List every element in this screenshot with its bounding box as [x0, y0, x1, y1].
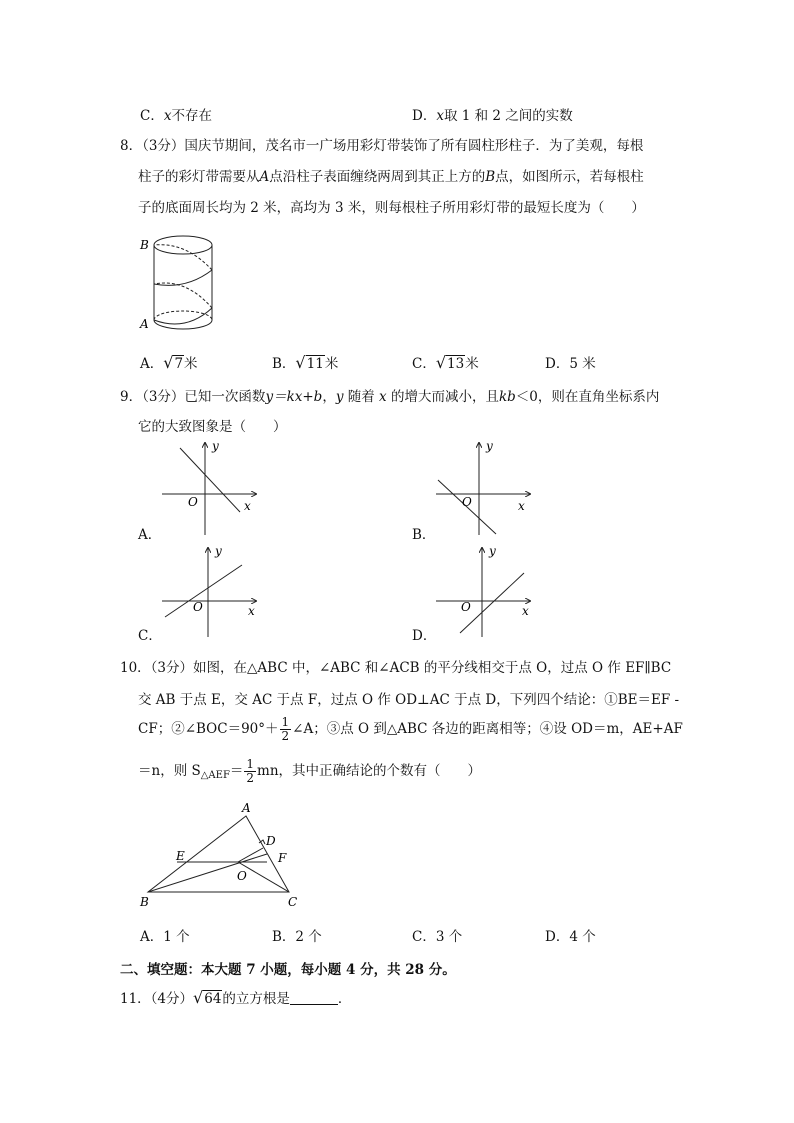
triangle-figure: [138, 800, 308, 912]
q8-option-b: B．√11米: [272, 353, 339, 372]
tri-label-d: D: [266, 834, 276, 848]
graph-c-x: x: [248, 604, 255, 618]
graph-d-x: x: [522, 604, 529, 618]
tri-label-o: O: [237, 869, 247, 883]
q8-option-a: A．√7米: [140, 353, 198, 372]
q8-option-c: C．√13米: [412, 353, 479, 372]
q10-line1: 10．（3分）如图，在△ABC 中，∠ABC 和∠ACB 的平分线相交于点 O，过点 O 作 EF∥BC: [120, 660, 672, 676]
q8-line3: 子的底面周长均为 2 米，高均为 3 米，则每根柱子所用彩灯带的最短长度为（ ）: [138, 200, 645, 216]
q8-line2: 柱子的彩灯带需要从A点沿柱子表面缠绕两周到其正上方的B点，如图所示，若每根柱: [138, 169, 644, 185]
cylinder-label-a: A: [140, 317, 149, 331]
q7-option-d: D．x取 1 和 2 之间的实数: [412, 108, 573, 124]
graph-c-y: y: [215, 544, 222, 558]
graph-c: [160, 543, 262, 639]
q10-option-c: C．3 个: [412, 929, 463, 945]
q9-line2: 它的大致图象是（ ）: [138, 419, 287, 435]
q9-line1: 9．（3分）已知一次函数y＝kx+b，y 随着 x 的增大而减小，且kb＜0，则在直角坐标系内: [120, 389, 660, 405]
q8-option-d: D．5 米: [545, 356, 596, 372]
graph-a-label: A．: [138, 527, 162, 543]
cylinder-figure: [136, 228, 226, 340]
q11-answer-blank[interactable]: [290, 992, 338, 1005]
graph-b-o: O: [462, 495, 472, 509]
tri-label-a: A: [242, 801, 251, 815]
graph-b-y: y: [486, 439, 493, 453]
graph-c-o: O: [193, 600, 203, 614]
graph-d-o: O: [461, 600, 471, 614]
cylinder-label-b: B: [140, 238, 149, 252]
tri-label-e: E: [176, 849, 185, 863]
graph-c-label: C．: [138, 628, 162, 644]
graph-a-x: x: [244, 499, 251, 513]
tri-label-f: F: [278, 851, 287, 865]
q8-line1: 8．（3分）国庆节期间，茂名市一广场用彩灯带装饰了所有圆柱形柱子．为了美观，每根: [120, 138, 644, 154]
q11-line: 11．（4分）√64的立方根是 ．: [120, 988, 352, 1007]
graph-b-x: x: [518, 499, 525, 513]
section-2-heading: 二、填空题：本大题 7 小题，每小题 4 分，共 28 分。: [120, 962, 456, 978]
q10-option-b: B．2 个: [272, 929, 322, 945]
tri-label-c: C: [288, 895, 298, 909]
tri-label-b: B: [140, 895, 149, 909]
graph-d-y: y: [489, 544, 496, 558]
graph-a: [160, 438, 262, 538]
graph-d: [434, 543, 536, 639]
graph-a-o: O: [188, 495, 198, 509]
q10-option-d: D．4 个: [545, 929, 596, 945]
graph-d-label: D．: [412, 628, 437, 644]
graph-b: [434, 438, 536, 538]
q10-option-a: A．1 个: [140, 929, 190, 945]
q10-line4: ＝n，则 $S_{\triangle AEF}=$ $\frac{1}{2}$ mn，其中正确结论的个数有（ ）: [138, 757, 482, 785]
graph-a-y: y: [212, 439, 219, 453]
q10-line2: 交 AB 于点 E，交 AC 于点 F，过点 O 作 OD⊥AC 于点 D，下列四个结论：①BE＝EF -: [138, 692, 680, 708]
q7-option-c: C．x不存在: [140, 108, 212, 124]
graph-b-label: B．: [412, 527, 436, 543]
q10-line3: CF；②∠BOC＝90°＋ $\frac{1}{2}$ ∠A；③点 O 到△ABC 各边的距离相等；④设 OD＝m，AE+AF: [138, 715, 683, 743]
